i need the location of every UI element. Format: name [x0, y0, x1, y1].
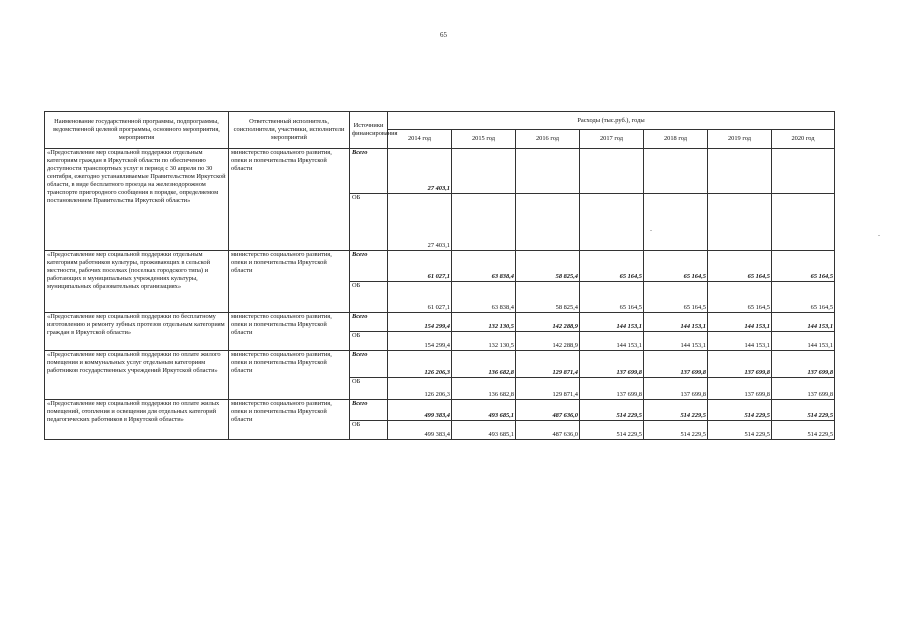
header-year: 2016 год — [516, 130, 580, 149]
table-row — [45, 313, 835, 332]
value-ob: 63 838,4 — [452, 282, 516, 313]
source-ob: ОБ — [350, 194, 388, 251]
source-total: Всего — [350, 251, 388, 282]
value-ob — [644, 194, 708, 251]
value-ob: 514 229,5 — [708, 421, 772, 440]
value-ob: 132 130,5 — [452, 332, 516, 351]
value-ob: 65 164,5 — [708, 282, 772, 313]
value-ob: 65 164,5 — [580, 282, 644, 313]
value-ob: 137 699,8 — [708, 378, 772, 400]
value-total: 137 699,8 — [644, 351, 708, 378]
value-ob: 144 153,1 — [708, 332, 772, 351]
value-total — [708, 149, 772, 194]
value-total: 493 685,1 — [452, 400, 516, 421]
value-total: 137 699,8 — [772, 351, 835, 378]
page-number: 65 — [440, 31, 447, 39]
header-year: 2017 год — [580, 130, 644, 149]
value-ob: 27 403,1 — [388, 194, 452, 251]
value-total: 63 838,4 — [452, 251, 516, 282]
measure-name: «Предоставление мер социальной поддержки по бесплатному изготовлению и ремонту зубных протезов отдельным категориям граждан в Иркутской области» — [45, 313, 229, 351]
header-year: 2015 год — [452, 130, 516, 149]
value-ob: 493 685,1 — [452, 421, 516, 440]
source-ob: ОБ — [350, 332, 388, 351]
executor: министерство социального развития, опеки и попечительства Иркутской области — [229, 313, 350, 351]
value-total — [772, 149, 835, 194]
value-ob: 154 299,4 — [388, 332, 452, 351]
value-total: 58 825,4 — [516, 251, 580, 282]
value-ob: 514 229,5 — [644, 421, 708, 440]
value-ob: 61 027,1 — [388, 282, 452, 313]
value-total: 137 699,8 — [580, 351, 644, 378]
table-row — [45, 251, 835, 282]
value-total: 487 636,0 — [516, 400, 580, 421]
value-total — [644, 149, 708, 194]
value-ob: 144 153,1 — [644, 332, 708, 351]
header-year: 2020 год — [772, 130, 835, 149]
value-ob: 514 229,5 — [580, 421, 644, 440]
value-total: 514 229,5 — [708, 400, 772, 421]
value-ob: 65 164,5 — [644, 282, 708, 313]
value-ob: 137 699,8 — [772, 378, 835, 400]
value-total: 65 164,5 — [772, 251, 835, 282]
source-total: Всего — [350, 149, 388, 194]
value-total: 129 871,4 — [516, 351, 580, 378]
source-ob: ОБ — [350, 378, 388, 400]
executor: министерство социального развития, опеки и попечительства Иркутской области — [229, 149, 350, 251]
header-executor-column: Ответственный исполнитель, соисполнители, участники, исполнители мероприятий — [229, 112, 350, 149]
value-ob: 487 636,0 — [516, 421, 580, 440]
value-ob: 144 153,1 — [580, 332, 644, 351]
stray-mark: - — [650, 228, 652, 234]
stray-mark: - — [878, 233, 880, 239]
measure-name: «Предоставление мер социальной поддержки по оплате жилого помещения и коммунальных услуг отдельным категориям работников государственных учреждений Иркутской области» — [45, 351, 229, 400]
expenses-table — [44, 111, 835, 440]
value-total: 144 153,1 — [772, 313, 835, 332]
table-row — [45, 351, 835, 378]
value-total: 65 164,5 — [644, 251, 708, 282]
table-row — [45, 149, 835, 194]
source-total: Всего — [350, 313, 388, 332]
value-total: 154 299,4 — [388, 313, 452, 332]
value-ob: 142 288,9 — [516, 332, 580, 351]
value-ob — [772, 194, 835, 251]
source-total: Всего — [350, 351, 388, 378]
value-total: 132 130,5 — [452, 313, 516, 332]
value-ob — [516, 194, 580, 251]
executor: министерство социального развития, опеки и попечительства Иркутской области — [229, 251, 350, 313]
value-ob: 514 229,5 — [772, 421, 835, 440]
value-total: 27 403,1 — [388, 149, 452, 194]
value-total: 499 383,4 — [388, 400, 452, 421]
value-ob: 137 699,8 — [580, 378, 644, 400]
value-ob: 137 699,8 — [644, 378, 708, 400]
value-total — [452, 149, 516, 194]
value-total: 144 153,1 — [644, 313, 708, 332]
header-source-column: Источники финансирования — [350, 112, 388, 149]
executor: министерство социального развития, опеки и попечительства Иркутской области — [229, 351, 350, 400]
value-total: 136 682,8 — [452, 351, 516, 378]
value-ob: 129 871,4 — [516, 378, 580, 400]
header-year: 2019 год — [708, 130, 772, 149]
table-row — [45, 400, 835, 421]
value-ob: 65 164,5 — [772, 282, 835, 313]
value-ob — [452, 194, 516, 251]
header-expenses: Расходы (тыс.руб.), годы — [388, 112, 835, 130]
value-ob: 144 153,1 — [772, 332, 835, 351]
value-ob: 58 825,4 — [516, 282, 580, 313]
source-ob: ОБ — [350, 282, 388, 313]
header-year: 2014 год — [388, 130, 452, 149]
value-total — [516, 149, 580, 194]
value-total — [580, 149, 644, 194]
value-total: 61 027,1 — [388, 251, 452, 282]
value-total: 514 229,5 — [580, 400, 644, 421]
value-total: 514 229,5 — [644, 400, 708, 421]
value-total: 142 288,9 — [516, 313, 580, 332]
value-total: 144 153,1 — [708, 313, 772, 332]
value-total: 144 153,1 — [580, 313, 644, 332]
measure-name: «Предоставление мер социальной поддержки по оплате жилых помещений, отопления и освещения для отдельных категорий педагогических работников в Иркутской области» — [45, 400, 229, 440]
header-year: 2018 год — [644, 130, 708, 149]
value-ob — [708, 194, 772, 251]
source-total: Всего — [350, 400, 388, 421]
value-ob: 499 383,4 — [388, 421, 452, 440]
value-total: 137 699,8 — [708, 351, 772, 378]
value-total: 126 206,3 — [388, 351, 452, 378]
measure-name: «Предоставление мер социальной поддержки отдельным категориям работников культуры, проживающих в сельской местности, рабочих поселках (поселках городского типа) и работающих в муниципальных учреждениях культуры, муниципальных образовательных организациях» — [45, 251, 229, 313]
header-name-column: Наименование государственной программы, подпрограммы, ведомственной целевой программы, основного мероприятия, мероприятия — [45, 112, 229, 149]
measure-name: «Предоставление мер социальной поддержки отдельным категориям граждан в Иркутской области по обеспечению доступности транспортных услуг в период с 30 апреля по 30 сентября, ежегодно устанавливаемые Правительством Иркутской области, в виде бесплатного проезда на железнодорожном транспорте пригородного сообщения в порядке, определяемом постановлением Правительства Иркутской области» — [45, 149, 229, 251]
value-total: 65 164,5 — [580, 251, 644, 282]
value-total: 65 164,5 — [708, 251, 772, 282]
value-ob — [580, 194, 644, 251]
value-total: 514 229,5 — [772, 400, 835, 421]
value-ob: 126 206,3 — [388, 378, 452, 400]
source-ob: ОБ — [350, 421, 388, 440]
value-ob: 136 682,8 — [452, 378, 516, 400]
executor: министерство социального развития, опеки и попечительства Иркутской области — [229, 400, 350, 440]
